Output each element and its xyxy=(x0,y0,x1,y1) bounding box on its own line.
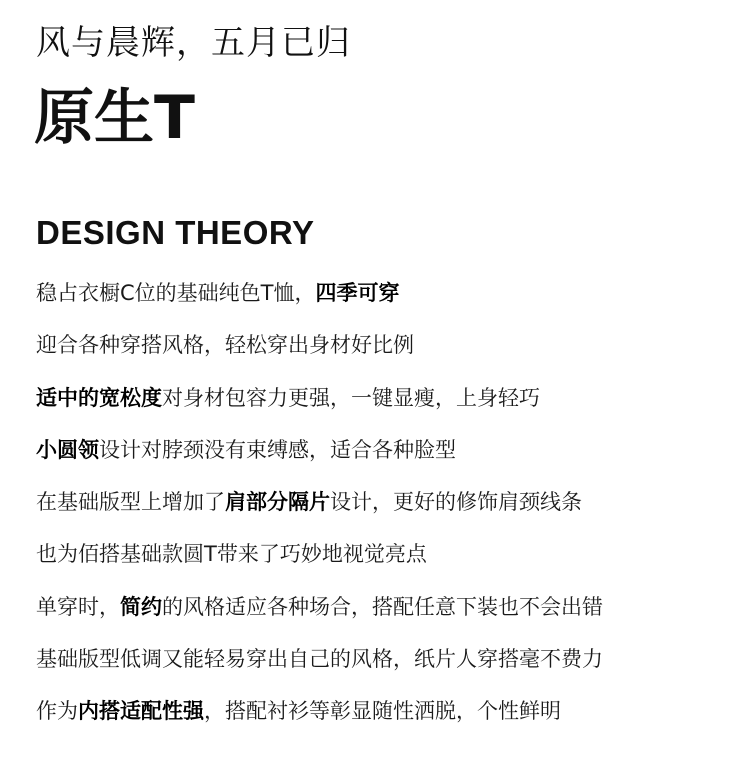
description-line xyxy=(36,322,736,374)
line-text: 设计，更好的修饰肩颈线条 xyxy=(330,490,582,515)
line-text: 设计对脖颈没有束缚感，适合各种脸型 xyxy=(99,437,456,462)
line-text: 在基础版型上增加了 xyxy=(36,490,225,515)
page-subtitle: 风与晨辉，五月已归 xyxy=(36,23,351,63)
line-text: 单穿时， xyxy=(36,594,120,619)
description-lines xyxy=(36,270,736,741)
line-text: 对身材包容力更强，一键显瘦，上身轻巧 xyxy=(162,385,540,410)
description-line xyxy=(36,636,736,688)
section-heading: DESIGN THEORY xyxy=(36,214,315,251)
description-line xyxy=(36,688,736,740)
emphasis-text: 小圆领 xyxy=(36,437,99,462)
emphasis-text: 适中的宽松度 xyxy=(36,385,162,410)
description-line xyxy=(36,584,736,636)
description-line xyxy=(36,531,736,583)
line-text: 也为佰搭基础款圆T带来了巧妙地视觉亮点 xyxy=(36,542,427,567)
line-text: 基础版型低调又能轻易穿出自己的风格，纸片人穿搭毫不费力 xyxy=(36,647,603,672)
description-line xyxy=(36,375,736,427)
line-text: ，搭配衬衫等彰显随性洒脱，个性鲜明 xyxy=(204,699,561,724)
line-text: 稳占衣橱C位的基础纯色T恤， xyxy=(36,281,316,305)
line-text: 的风格适应各种场合，搭配任意下装也不会出错 xyxy=(162,594,603,619)
emphasis-text: 肩部分隔片 xyxy=(225,490,330,515)
emphasis-text: 四季可穿 xyxy=(315,281,400,305)
description-line xyxy=(36,270,736,322)
page-title: 原生T xyxy=(34,83,195,153)
emphasis-text: 内搭适配性强 xyxy=(78,699,204,724)
description-line xyxy=(36,479,736,531)
line-text: 作为 xyxy=(36,699,78,724)
description-line xyxy=(36,427,736,479)
line-text: 迎合各种穿搭风格，轻松穿出身材好比例 xyxy=(36,333,414,358)
emphasis-text: 简约 xyxy=(120,594,162,619)
